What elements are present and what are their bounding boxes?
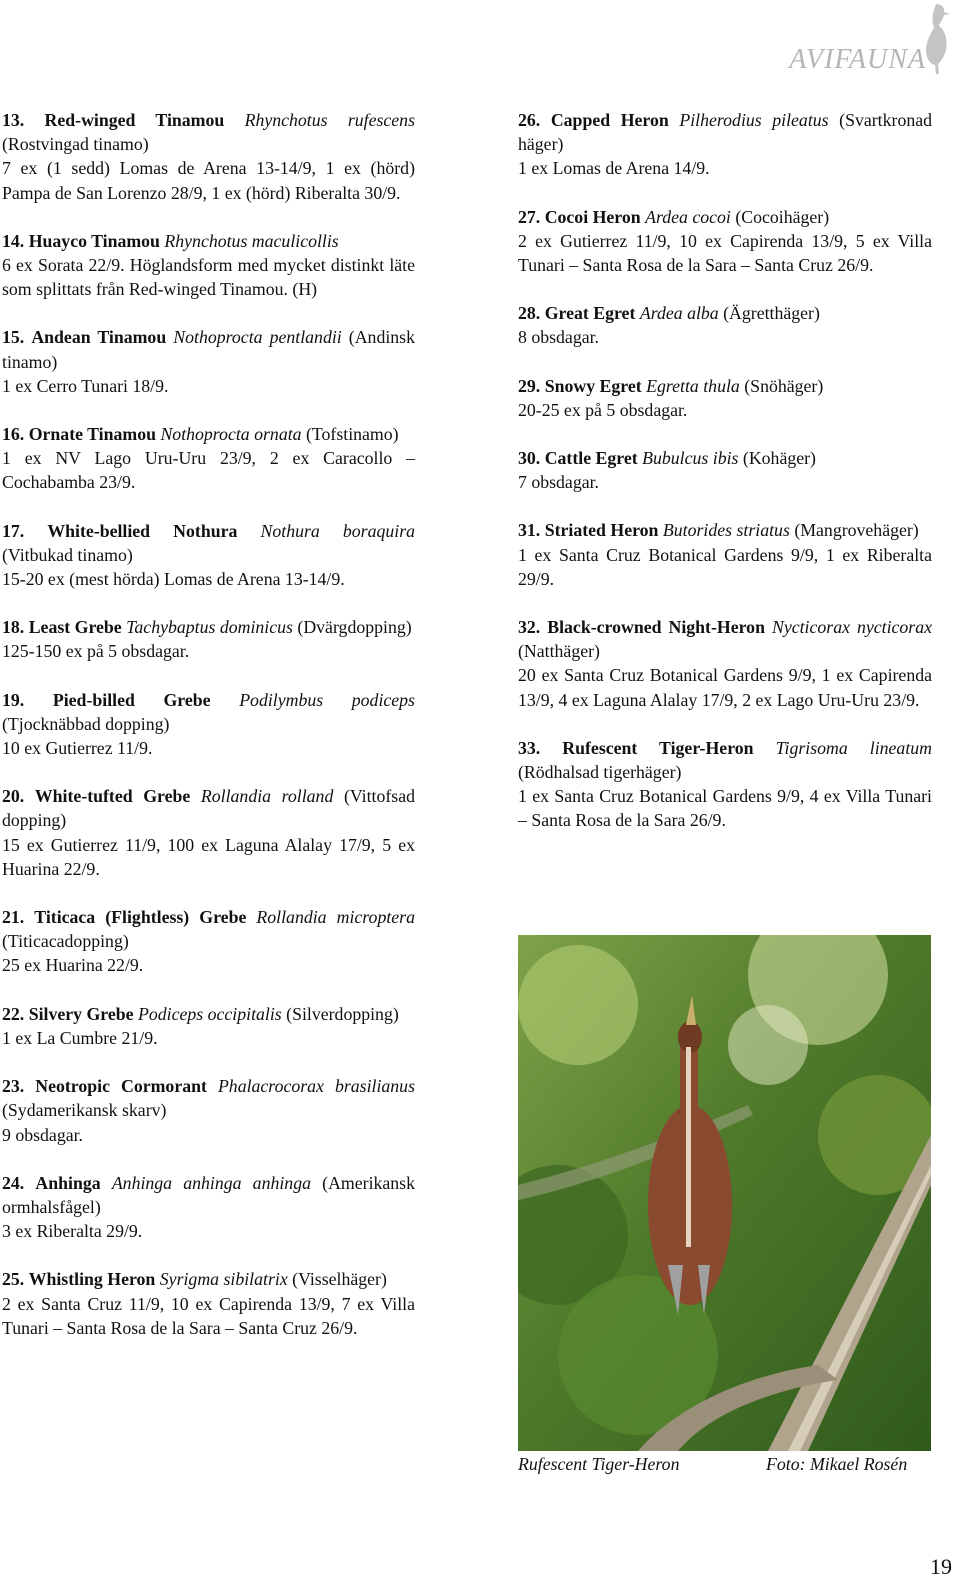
swedish-name: (Amerikansk ormhalsfågel) xyxy=(2,1172,415,1217)
scientific-name: Rhynchotus rufescens xyxy=(244,110,415,130)
species-entry xyxy=(2,519,415,592)
swedish-name: (Cocoihäger) xyxy=(735,206,830,227)
scientific-name: Nycticorax nycticorax xyxy=(771,617,933,638)
right-column xyxy=(518,108,932,857)
species-number: 18. xyxy=(2,617,25,638)
species-heading xyxy=(2,688,415,736)
english-name: Anhinga xyxy=(35,1172,101,1193)
swedish-name: (Vittofsad dopping) xyxy=(2,786,415,831)
scientific-name: Rhynchotus maculicollis xyxy=(164,230,339,251)
scientific-name: Butorides striatus xyxy=(662,520,790,541)
english-name: White-bellied Nothura xyxy=(47,520,238,541)
scientific-name: Nothoprocta pentlandii xyxy=(173,327,342,348)
observation-notes: 7 ex (1 sedd) Lomas de Arena 13-14/9, 1 ex (hörd) Pampa de San Lorenzo 28/9, 1 ex (hörd) Riberalta 30/9. xyxy=(2,158,415,203)
left-column xyxy=(2,108,415,1364)
observation-notes: 1 ex Santa Cruz Botanical Gardens 9/9, 4 ex Villa Tunari – Santa Rosa de la Sara 26/9. xyxy=(518,786,932,831)
species-heading xyxy=(2,1267,415,1291)
species-entry xyxy=(2,1002,415,1050)
english-name: Snowy Egret xyxy=(544,375,642,396)
observation-notes: 20 ex Santa Cruz Botanical Gardens 9/9, 1 ex Capirenda 13/9, 4 ex Laguna Alalay 17/9, 2 ex Lago Uru-Uru 23/9. xyxy=(518,665,932,710)
species-number: 23. xyxy=(2,1076,25,1097)
species-entry xyxy=(2,422,415,495)
species-heading xyxy=(518,108,932,156)
scientific-name: Tachybaptus dominicus xyxy=(126,617,293,638)
swedish-name: (Tofstinamo) xyxy=(306,424,399,445)
species-entry xyxy=(2,1267,415,1340)
english-name: Cattle Egret xyxy=(544,448,638,469)
species-number: 27. xyxy=(518,206,541,227)
swedish-name: (Titicacadopping) xyxy=(2,931,129,952)
species-heading xyxy=(2,422,415,446)
english-name: Huayco Tinamou xyxy=(28,230,160,251)
observation-notes: 6 ex Sorata 22/9. Höglandsform med mycket distinkt läte som splittats från Red-winged Tinamou. (H) xyxy=(2,255,415,300)
observation-notes: 10 ex Gutierrez 11/9. xyxy=(2,738,153,759)
english-name: Striated Heron xyxy=(544,520,659,541)
species-entry xyxy=(2,1171,415,1244)
species-heading xyxy=(2,784,415,832)
scientific-name: Ardea alba xyxy=(639,303,719,324)
photo-caption: Rufescent Tiger-Heron xyxy=(518,1454,680,1474)
species-number: 17. xyxy=(2,520,25,541)
english-name: White-tufted Grebe xyxy=(34,786,191,807)
species-heading xyxy=(2,1002,415,1026)
species-heading xyxy=(2,108,415,156)
swedish-name: (Snöhäger) xyxy=(744,375,824,396)
english-name: Rufescent Tiger-Heron xyxy=(562,737,754,758)
species-entry xyxy=(2,1074,415,1147)
species-entry xyxy=(518,736,932,833)
english-name: Red-winged Tinamou xyxy=(44,110,225,130)
english-name: Black-crowned Night-Heron xyxy=(547,617,765,638)
scientific-name: Ardea cocoi xyxy=(645,206,731,227)
observation-notes: 1 ex NV Lago Uru-Uru 23/9, 2 ex Caracollo – Cochabamba 23/9. xyxy=(2,448,415,493)
english-name: Ornate Tinamou xyxy=(28,424,156,445)
swedish-name: (Ägretthäger) xyxy=(723,303,820,324)
scientific-name: Rollandia rolland xyxy=(200,786,334,807)
observation-notes: 3 ex Riberalta 29/9. xyxy=(2,1221,143,1242)
species-heading xyxy=(518,301,932,325)
species-entry xyxy=(518,205,932,278)
species-entry xyxy=(518,301,932,349)
species-number: 28. xyxy=(518,303,541,324)
species-heading xyxy=(518,374,932,398)
species-heading xyxy=(2,1171,415,1219)
scientific-name: Podiceps occipitalis xyxy=(138,1003,282,1024)
species-heading xyxy=(518,518,932,542)
observation-notes: 9 obsdagar. xyxy=(2,1124,83,1145)
species-entry xyxy=(2,229,415,302)
species-entry xyxy=(2,108,415,205)
swedish-name: (Andinsk tinamo) xyxy=(2,327,415,372)
observation-notes: 2 ex Gutierrez 11/9, 10 ex Capirenda 13/9, 5 ex Villa Tunari – Santa Rosa de la Sara – Santa Cruz 26/9. xyxy=(518,230,932,276)
species-heading xyxy=(2,905,415,953)
observation-notes: 8 obsdagar. xyxy=(518,327,599,348)
species-heading xyxy=(2,1074,415,1122)
swedish-name: (Svartkronad häger) xyxy=(518,110,933,155)
photo-credit: Foto: Mikael Rosén xyxy=(766,1454,908,1474)
species-number: 24. xyxy=(2,1172,25,1193)
avifauna-logo xyxy=(764,2,954,76)
species-heading xyxy=(518,205,932,229)
species-entry xyxy=(2,615,415,663)
scientific-name: Rollandia microptera xyxy=(256,907,415,928)
english-name: Silvery Grebe xyxy=(28,1003,134,1024)
species-heading xyxy=(2,229,415,253)
english-name: Great Egret xyxy=(544,303,636,324)
scientific-name: Pilherodius pileatus xyxy=(679,110,829,130)
swedish-name: (Kohäger) xyxy=(742,448,816,469)
species-number: 15. xyxy=(2,327,25,348)
species-number: 22. xyxy=(2,1003,25,1024)
swedish-name: (Silverdopping) xyxy=(286,1003,399,1024)
english-name: Least Grebe xyxy=(28,617,122,638)
species-heading xyxy=(2,519,415,567)
species-entry xyxy=(2,784,415,881)
scientific-name: Egretta thula xyxy=(646,375,740,396)
english-name: Cocoi Heron xyxy=(544,206,641,227)
species-heading xyxy=(518,446,932,470)
scientific-name: Phalacrocorax brasilianus xyxy=(217,1076,415,1097)
observation-notes: 2 ex Santa Cruz 11/9, 10 ex Capirenda 13/9, 7 ex Villa Tunari – Santa Rosa de la Sara – Santa Cruz 26/9. xyxy=(2,1293,415,1338)
species-entry xyxy=(518,108,932,181)
species-number: 20. xyxy=(2,786,25,807)
english-name: Whistling Heron xyxy=(28,1269,156,1290)
scientific-name: Syrigma sibilatrix xyxy=(159,1269,288,1290)
page-number: 19 xyxy=(930,1554,952,1579)
swedish-name: (Visselhäger) xyxy=(292,1269,387,1290)
species-heading xyxy=(2,615,415,639)
swedish-name: (Sydamerikansk skarv) xyxy=(2,1100,167,1121)
scientific-name: Bubulcus ibis xyxy=(642,448,739,469)
species-number: 30. xyxy=(518,448,541,469)
scientific-name: Anhinga anhinga anhinga xyxy=(111,1172,311,1193)
scientific-name: Podilymbus podiceps xyxy=(239,689,415,710)
species-number: 31. xyxy=(518,520,541,541)
observation-notes: 25 ex Huarina 22/9. xyxy=(2,955,144,976)
species-heading xyxy=(518,615,932,663)
species-number: 16. xyxy=(2,424,25,445)
logo-text: AVIFAUNA xyxy=(789,44,926,75)
species-heading xyxy=(2,325,415,373)
observation-notes: 15 ex Gutierrez 11/9, 100 ex Laguna Alalay 17/9, 5 ex Huarina 22/9. xyxy=(2,834,415,879)
swedish-name: (Rostvingad tinamo) xyxy=(2,134,149,155)
scientific-name: Nothoprocta ornata xyxy=(160,424,302,445)
swedish-name: (Natthäger) xyxy=(518,641,600,662)
observation-notes: 20-25 ex på 5 obsdagar. xyxy=(518,399,688,420)
species-entry xyxy=(2,688,415,761)
species-number: 33. xyxy=(518,737,541,758)
heron-photo xyxy=(518,935,931,1451)
species-entry xyxy=(2,325,415,398)
species-entry xyxy=(518,615,932,712)
english-name: Titicaca (Flightless) Grebe xyxy=(34,907,247,928)
species-number: 32. xyxy=(518,617,541,638)
swedish-name: (Rödhalsad tigerhäger) xyxy=(518,762,682,783)
species-entry xyxy=(518,518,932,591)
species-number: 13. xyxy=(2,110,25,130)
english-name: Capped Heron xyxy=(550,110,669,130)
observation-notes: 1 ex Santa Cruz Botanical Gardens 9/9, 1 ex Riberalta 29/9. xyxy=(518,544,932,589)
english-name: Pied-billed Grebe xyxy=(52,689,211,710)
observation-notes: 7 obsdagar. xyxy=(518,472,599,493)
species-heading xyxy=(518,736,932,784)
scientific-name: Tigrisoma lineatum xyxy=(775,737,932,758)
species-entry xyxy=(518,446,932,494)
species-number: 26. xyxy=(518,110,541,130)
species-entry xyxy=(2,905,415,978)
english-name: Andean Tinamou xyxy=(31,327,167,348)
species-number: 29. xyxy=(518,375,541,396)
observation-notes: 1 ex La Cumbre 21/9. xyxy=(2,1027,158,1048)
species-number: 14. xyxy=(2,230,25,251)
scientific-name: Nothura boraquira xyxy=(260,520,416,541)
observation-notes: 1 ex Cerro Tunari 18/9. xyxy=(2,375,169,396)
swedish-name: (Vitbukad tinamo) xyxy=(2,544,133,565)
observation-notes: 125-150 ex på 5 obsdagar. xyxy=(2,641,190,662)
swedish-name: (Tjocknäbbad dopping) xyxy=(2,713,170,734)
observation-notes: 15-20 ex (mest hörda) Lomas de Arena 13-14/9. xyxy=(2,569,345,590)
swedish-name: (Mangrovehäger) xyxy=(794,520,919,541)
species-number: 19. xyxy=(2,689,25,710)
observation-notes: 1 ex Lomas de Arena 14/9. xyxy=(518,158,710,179)
species-number: 21. xyxy=(2,907,25,928)
species-number: 25. xyxy=(2,1269,25,1290)
swedish-name: (Dvärgdopping) xyxy=(297,617,412,638)
english-name: Neotropic Cormorant xyxy=(35,1076,207,1097)
species-entry xyxy=(518,374,932,422)
